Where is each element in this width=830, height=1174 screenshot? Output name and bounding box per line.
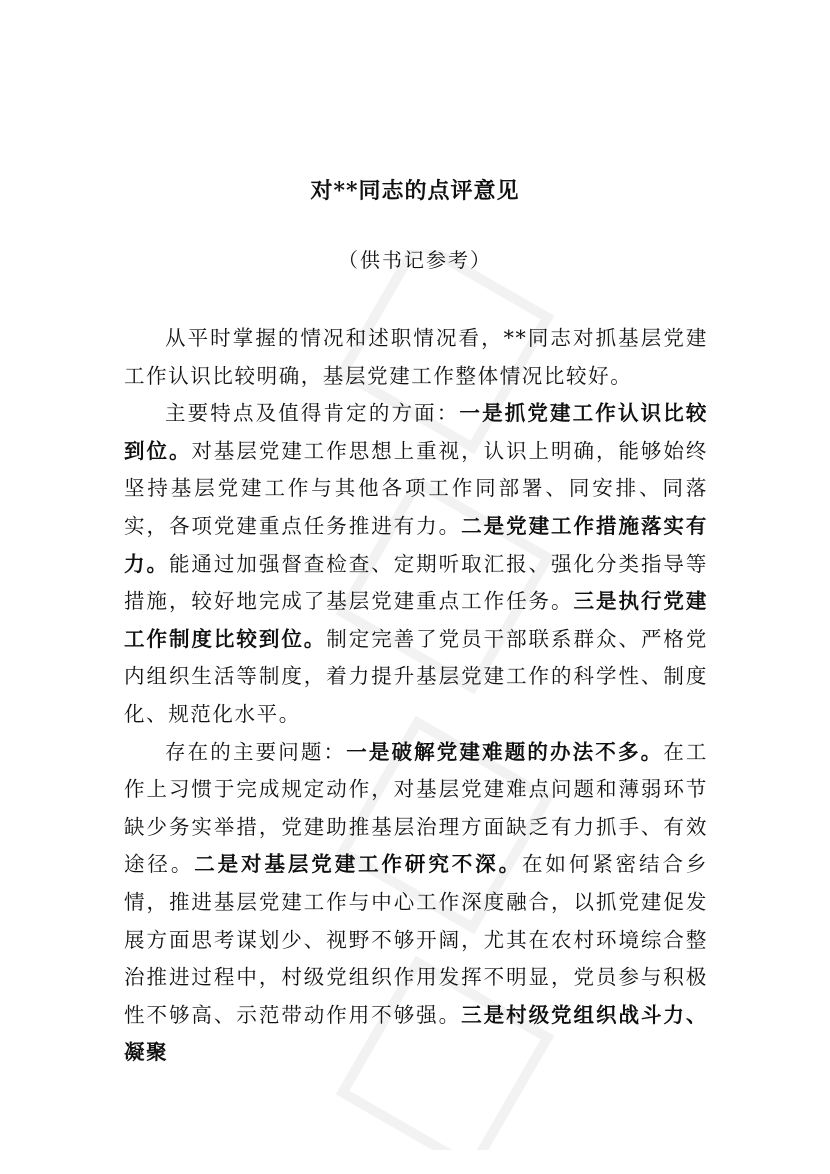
text-run: 对基层党建工作思想上重视，认识上明确，能够始终坚持基层党建工作与其他各项工作同部署、同安排、同落实，各项党建重点任务推进有力。 [124,438,708,538]
bold-text-run: 三是执行党建工作制度比较到位。 [124,589,708,651]
text-run: 从平时掌握的情况和述职情况看，**同志对抓基层党建工作认识比较明确，基层党建工作整体情况比较好。 [124,326,708,388]
paragraph [124,320,708,395]
text-run: 主要特点及值得肯定的方面： [165,401,460,426]
bold-text-run: 二是对基层党建工作研究不深。 [194,852,522,877]
bold-text-run: 二是党建工作措施落实有力。 [124,513,708,576]
text-run: 在工作上习惯于完成规定动作，对基层党建难点问题和薄弱环节缺少务实举措，党建助推基层治理方面缺乏有力抓手、有效途径。 [124,739,708,877]
page-subtitle: （供书记参考） [338,248,492,272]
text-run: 制定完善了党员干部联系群众、严格党内组织生活等制度，着力提升基层党建工作的科学性、制度化、规范化水平。 [124,626,708,726]
bold-text-run: 一是抓党建工作认识比较到位。 [124,401,708,463]
text-run: 在如何紧密结合乡情，推进基层党建工作与中心工作深度融合，以抓党建促发展方面思考谋划少、视野不够开阔，尤其在农村环境综合整治推进过程中，村级党组织作用发挥不明显，党员参与积极性不够高、示范带动作用不够强。 [124,852,708,1027]
page-title: 对**同志的点评意见 [310,178,520,204]
paragraph [124,395,708,733]
bold-text-run: 三是村级党组织战斗力、凝聚 [124,1002,708,1065]
text-run: 能通过加强督查检查、定期听取汇报、强化分类指导等措施，较好地完成了基层党建重点工作任务。 [124,551,708,614]
paragraph [124,734,708,1072]
text-run: 存在的主要问题： [165,739,347,764]
bold-text-run: 一是破解党建难题的办法不多。 [346,739,664,764]
body-text [124,320,708,1072]
